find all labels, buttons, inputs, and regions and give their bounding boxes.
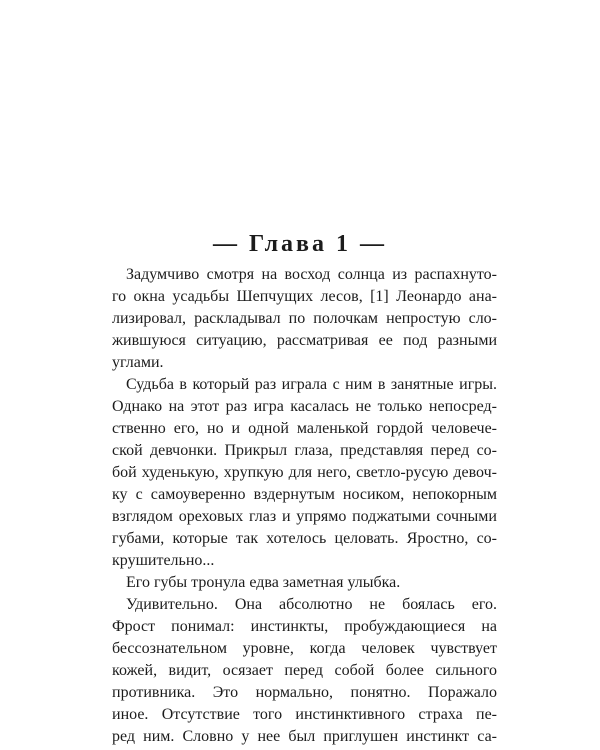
text-line: углами. [112, 354, 164, 371]
body-text [112, 264, 497, 748]
text-line: Фрост понимал: инстинкты, пробуждающиеся на [112, 618, 497, 635]
text-line: го окна усадьбы Шепчущих лесов, [1] Леонардо ана- [112, 288, 497, 305]
text-line: бессознательном уровне, когда человек чувствует [112, 640, 497, 657]
text-line: лизировал, раскладывал по полочкам непростую сло- [112, 310, 497, 327]
text-line: крушительно... [112, 552, 215, 569]
text-line: Однако на этот раз игра касалась не только непосред- [112, 398, 497, 415]
text-line: ской девчонки. Прикрыл глаза, представляя перед со- [112, 442, 497, 459]
text-line: Задумчиво смотря на восход солнца из распахнуто- [126, 266, 497, 283]
text-line: Судьба в который раз играла с ним в занятные игры. [126, 376, 497, 393]
text-line: противника. Это нормально, понятно. Поражало [112, 684, 497, 701]
text-line: иное. Отсутствие того инстинктивного страха пе- [112, 706, 497, 723]
text-line: жившуюся ситуацию, рассматривая ее под разными [112, 332, 497, 349]
chapter-title: — Глава 1 — [213, 231, 387, 257]
text-line: ред ним. Словно у нее был приглушен инстинкт са- [112, 728, 497, 745]
text-line: кожей, видит, осязает перед собой более сильного [112, 662, 497, 679]
text-line: бой худенькую, хрупкую для него, светло-русую девоч- [112, 464, 497, 481]
text-line: Удивительно. Она абсолютно не боялась его. [126, 596, 497, 613]
text-line: ственно его, но и одной маленькой гордой человече- [112, 420, 497, 437]
text-line: ку с самоуверенно вздернутым носиком, непокорным [112, 486, 497, 503]
text-line: взглядом ореховых глаз и упрямо поджатыми сочными [112, 508, 497, 525]
text-line: губами, которые так хотелось целовать. Яростно, со- [112, 530, 497, 547]
text-line: Его губы тронула едва заметная улыбка. [126, 574, 401, 591]
